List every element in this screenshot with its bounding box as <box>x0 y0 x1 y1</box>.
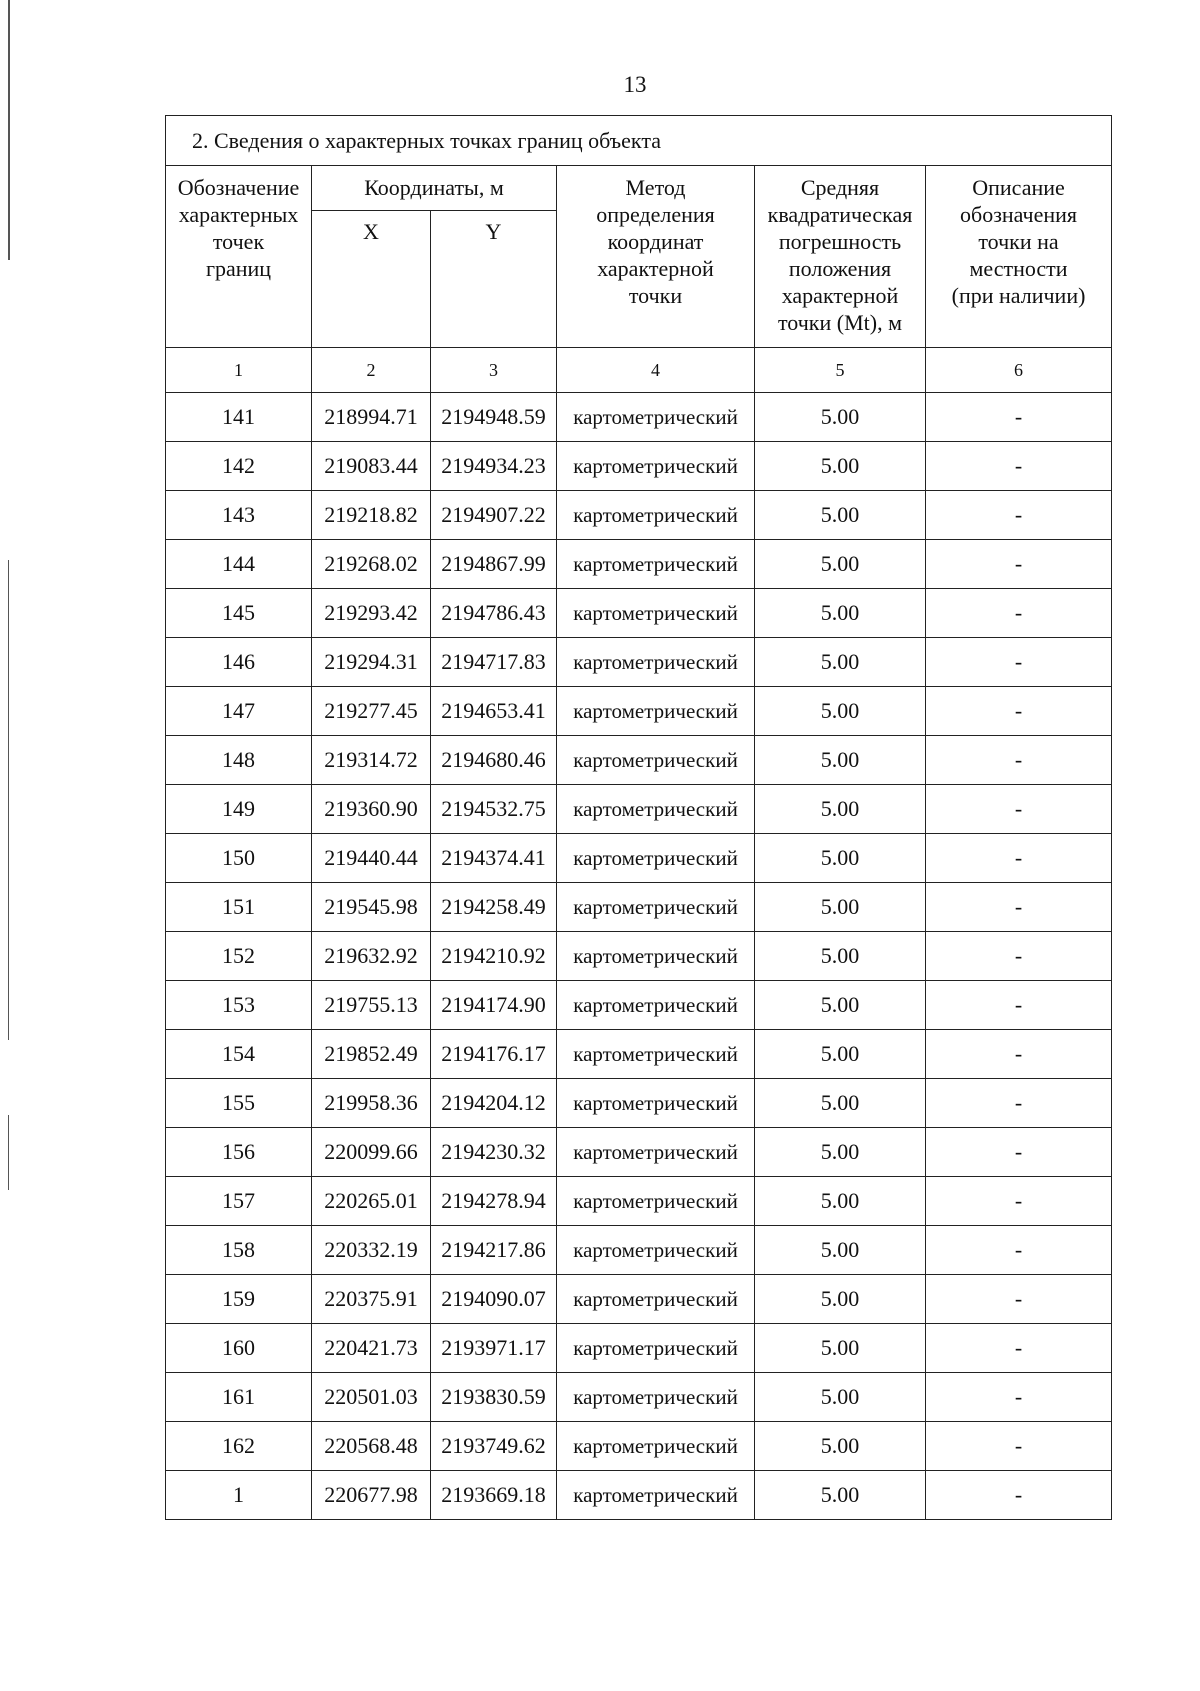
cell-description: - <box>926 736 1112 785</box>
header-line: координат <box>607 229 704 254</box>
cell-x: 220099.66 <box>312 1128 431 1177</box>
cell-mt: 5.00 <box>755 1226 926 1275</box>
table-row <box>166 1373 1112 1422</box>
header-description <box>926 166 1112 348</box>
cell-x: 219852.49 <box>312 1030 431 1079</box>
scan-margin-line <box>8 0 10 260</box>
cell-y: 2194204.12 <box>431 1079 557 1128</box>
cell-x: 219083.44 <box>312 442 431 491</box>
cell-method: картометрический <box>557 736 755 785</box>
cell-y: 2194230.32 <box>431 1128 557 1177</box>
header-line: определения <box>596 202 715 227</box>
cell-method: картометрический <box>557 834 755 883</box>
column-number: 3 <box>431 348 557 393</box>
scan-margin-line <box>8 560 9 1040</box>
table-row <box>166 834 1112 883</box>
cell-method: картометрический <box>557 1128 755 1177</box>
cell-method: картометрический <box>557 1471 755 1520</box>
cell-point: 152 <box>166 932 312 981</box>
cell-y: 2194374.41 <box>431 834 557 883</box>
cell-method: картометрический <box>557 687 755 736</box>
cell-point: 151 <box>166 883 312 932</box>
cell-mt: 5.00 <box>755 1275 926 1324</box>
cell-mt: 5.00 <box>755 1177 926 1226</box>
cell-description: - <box>926 442 1112 491</box>
column-number: 1 <box>166 348 312 393</box>
cell-x: 220265.01 <box>312 1177 431 1226</box>
cell-y: 2194907.22 <box>431 491 557 540</box>
header-line: Средняя <box>800 175 880 200</box>
table-row <box>166 1079 1112 1128</box>
table-row <box>166 393 1112 442</box>
table-row <box>166 1177 1112 1226</box>
cell-x: 219277.45 <box>312 687 431 736</box>
cell-x: 219293.42 <box>312 589 431 638</box>
cell-x: 219360.90 <box>312 785 431 834</box>
cell-mt: 5.00 <box>755 1128 926 1177</box>
cell-method: картометрический <box>557 981 755 1030</box>
cell-description: - <box>926 589 1112 638</box>
table-row <box>166 1324 1112 1373</box>
cell-description: - <box>926 1275 1112 1324</box>
cell-description: - <box>926 785 1112 834</box>
cell-method: картометрический <box>557 540 755 589</box>
cell-point: 149 <box>166 785 312 834</box>
cell-description: - <box>926 932 1112 981</box>
header-line: границ <box>205 256 272 281</box>
header-line: Обозначение <box>177 175 300 200</box>
cell-y: 2194948.59 <box>431 393 557 442</box>
header-line: (при наличии) <box>951 283 1086 308</box>
cell-mt: 5.00 <box>755 442 926 491</box>
cell-x: 220421.73 <box>312 1324 431 1373</box>
table-row <box>166 1275 1112 1324</box>
cell-mt: 5.00 <box>755 932 926 981</box>
cell-y: 2193971.17 <box>431 1324 557 1373</box>
cell-description: - <box>926 687 1112 736</box>
cell-mt: 5.00 <box>755 736 926 785</box>
cell-description: - <box>926 1079 1112 1128</box>
cell-method: картометрический <box>557 1177 755 1226</box>
cell-mt: 5.00 <box>755 1471 926 1520</box>
cell-point: 159 <box>166 1275 312 1324</box>
cell-y: 2194934.23 <box>431 442 557 491</box>
header-line: Описание <box>972 175 1065 200</box>
table-body <box>166 393 1112 1520</box>
column-number: 5 <box>755 348 926 393</box>
cell-x: 219314.72 <box>312 736 431 785</box>
cell-y: 2194680.46 <box>431 736 557 785</box>
table-row <box>166 589 1112 638</box>
cell-y: 2194653.41 <box>431 687 557 736</box>
column-number: 4 <box>557 348 755 393</box>
header-line: погрешность <box>778 229 902 254</box>
cell-point: 1 <box>166 1471 312 1520</box>
cell-x: 220568.48 <box>312 1422 431 1471</box>
cell-mt: 5.00 <box>755 540 926 589</box>
cell-method: картометрический <box>557 1030 755 1079</box>
header-line: квадратическая <box>767 202 913 227</box>
cell-mt: 5.00 <box>755 687 926 736</box>
cell-y: 2193669.18 <box>431 1471 557 1520</box>
cell-y: 2194176.17 <box>431 1030 557 1079</box>
table-row <box>166 883 1112 932</box>
cell-method: картометрический <box>557 393 755 442</box>
cell-mt: 5.00 <box>755 1030 926 1079</box>
column-number: 2 <box>312 348 431 393</box>
cell-y: 2194717.83 <box>431 638 557 687</box>
cell-description: - <box>926 834 1112 883</box>
cell-x: 219545.98 <box>312 883 431 932</box>
cell-point: 146 <box>166 638 312 687</box>
header-line: местности <box>969 256 1068 281</box>
section-title: 2. Сведения о характерных точках границ объекта <box>166 116 1112 166</box>
table-row <box>166 736 1112 785</box>
header-coordinates: Координаты, м <box>312 166 557 211</box>
cell-x: 220375.91 <box>312 1275 431 1324</box>
cell-description: - <box>926 883 1112 932</box>
header-line: положения <box>788 256 892 281</box>
cell-y: 2194867.99 <box>431 540 557 589</box>
table-row <box>166 1226 1112 1275</box>
boundary-points-table <box>165 115 1112 1520</box>
cell-point: 153 <box>166 981 312 1030</box>
cell-x: 219218.82 <box>312 491 431 540</box>
cell-method: картометрический <box>557 1226 755 1275</box>
header-method <box>557 166 755 348</box>
cell-method: картометрический <box>557 883 755 932</box>
cell-y: 2194210.92 <box>431 932 557 981</box>
cell-point: 162 <box>166 1422 312 1471</box>
cell-description: - <box>926 1177 1112 1226</box>
cell-x: 220332.19 <box>312 1226 431 1275</box>
cell-point: 145 <box>166 589 312 638</box>
header-line: характерной <box>781 283 899 308</box>
cell-x: 218994.71 <box>312 393 431 442</box>
cell-y: 2193749.62 <box>431 1422 557 1471</box>
header-line: Метод <box>625 175 686 200</box>
cell-point: 158 <box>166 1226 312 1275</box>
cell-description: - <box>926 1373 1112 1422</box>
cell-mt: 5.00 <box>755 491 926 540</box>
cell-mt: 5.00 <box>755 981 926 1030</box>
cell-point: 157 <box>166 1177 312 1226</box>
header-line: точки на <box>978 229 1059 254</box>
cell-description: - <box>926 1422 1112 1471</box>
cell-x: 219268.02 <box>312 540 431 589</box>
cell-point: 160 <box>166 1324 312 1373</box>
table-row <box>166 1030 1112 1079</box>
cell-x: 219294.31 <box>312 638 431 687</box>
cell-y: 2194786.43 <box>431 589 557 638</box>
cell-x: 220677.98 <box>312 1471 431 1520</box>
cell-x: 220501.03 <box>312 1373 431 1422</box>
cell-y: 2194258.49 <box>431 883 557 932</box>
cell-y: 2194532.75 <box>431 785 557 834</box>
table-row <box>166 1471 1112 1520</box>
cell-method: картометрический <box>557 1422 755 1471</box>
table-row <box>166 442 1112 491</box>
cell-x: 219632.92 <box>312 932 431 981</box>
table-row <box>166 540 1112 589</box>
cell-point: 144 <box>166 540 312 589</box>
cell-description: - <box>926 1226 1112 1275</box>
cell-description: - <box>926 540 1112 589</box>
cell-mt: 5.00 <box>755 589 926 638</box>
cell-point: 155 <box>166 1079 312 1128</box>
cell-point: 143 <box>166 491 312 540</box>
cell-mt: 5.00 <box>755 393 926 442</box>
table-row <box>166 981 1112 1030</box>
cell-y: 2194090.07 <box>431 1275 557 1324</box>
cell-method: картометрический <box>557 1324 755 1373</box>
cell-method: картометрический <box>557 638 755 687</box>
cell-method: картометрический <box>557 442 755 491</box>
cell-y: 2193830.59 <box>431 1373 557 1422</box>
cell-mt: 5.00 <box>755 1324 926 1373</box>
page-number: 13 <box>623 72 647 97</box>
cell-description: - <box>926 1128 1112 1177</box>
cell-description: - <box>926 1471 1112 1520</box>
cell-method: картометрический <box>557 1079 755 1128</box>
cell-method: картометрический <box>557 1373 755 1422</box>
cell-method: картометрический <box>557 589 755 638</box>
cell-mt: 5.00 <box>755 1422 926 1471</box>
header-x: X <box>312 211 431 348</box>
table-row <box>166 491 1112 540</box>
header-point-designation <box>166 166 312 348</box>
cell-point: 150 <box>166 834 312 883</box>
cell-method: картометрический <box>557 932 755 981</box>
cell-point: 147 <box>166 687 312 736</box>
table-row <box>166 687 1112 736</box>
cell-mt: 5.00 <box>755 1373 926 1422</box>
cell-point: 156 <box>166 1128 312 1177</box>
table-row <box>166 1422 1112 1471</box>
header-line: точки (Mt), м <box>777 310 903 335</box>
cell-mt: 5.00 <box>755 638 926 687</box>
cell-description: - <box>926 1324 1112 1373</box>
table-row <box>166 932 1112 981</box>
cell-point: 141 <box>166 393 312 442</box>
cell-x: 219755.13 <box>312 981 431 1030</box>
cell-description: - <box>926 491 1112 540</box>
cell-x: 219958.36 <box>312 1079 431 1128</box>
header-mean-square-error <box>755 166 926 348</box>
cell-description: - <box>926 1030 1112 1079</box>
cell-point: 161 <box>166 1373 312 1422</box>
scan-margin-line <box>8 1115 9 1190</box>
header-line: обозначения <box>960 202 1078 227</box>
cell-method: картометрический <box>557 785 755 834</box>
cell-mt: 5.00 <box>755 834 926 883</box>
cell-point: 148 <box>166 736 312 785</box>
table-row <box>166 785 1112 834</box>
cell-y: 2194174.90 <box>431 981 557 1030</box>
cell-description: - <box>926 393 1112 442</box>
header-line: точек <box>212 229 265 254</box>
header-y: Y <box>431 211 557 348</box>
header-line: характерной <box>597 256 714 281</box>
cell-method: картометрический <box>557 491 755 540</box>
cell-method: картометрический <box>557 1275 755 1324</box>
column-number: 6 <box>926 348 1112 393</box>
cell-point: 154 <box>166 1030 312 1079</box>
cell-mt: 5.00 <box>755 1079 926 1128</box>
header-line: точки <box>628 283 683 308</box>
cell-x: 219440.44 <box>312 834 431 883</box>
header-line: характерных <box>178 202 299 227</box>
table-row <box>166 1128 1112 1177</box>
cell-description: - <box>926 981 1112 1030</box>
cell-description: - <box>926 638 1112 687</box>
cell-y: 2194278.94 <box>431 1177 557 1226</box>
cell-mt: 5.00 <box>755 785 926 834</box>
cell-mt: 5.00 <box>755 883 926 932</box>
cell-point: 142 <box>166 442 312 491</box>
table-row <box>166 638 1112 687</box>
cell-y: 2194217.86 <box>431 1226 557 1275</box>
